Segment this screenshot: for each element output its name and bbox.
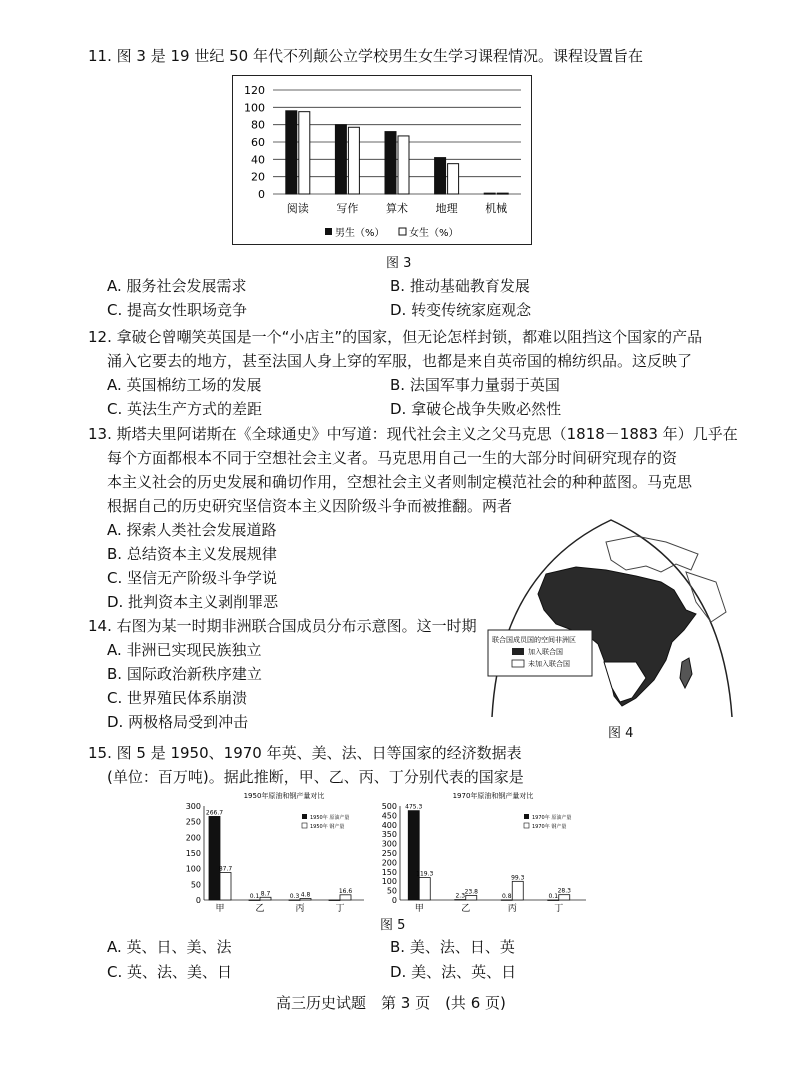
bar-oil — [209, 816, 220, 900]
figure5-chart-1970 — [376, 788, 592, 914]
y-tick-label: 0 — [258, 188, 265, 201]
data-label: 0.1 — [548, 892, 559, 900]
x-tick-label: 算术 — [386, 202, 408, 215]
bar-oil — [501, 900, 512, 901]
q13-option-c[interactable]: C. 坚信无产阶级斗争学说 — [107, 569, 278, 587]
q13-option-d[interactable]: D. 批判资本主义剥削罪恶 — [107, 593, 279, 611]
q14-option-a[interactable]: A. 非洲已实现民族独立 — [107, 641, 262, 659]
y-tick-label: 50 — [386, 886, 397, 896]
q13-line-3: 本主义社会的历史发展和确切作用，空想社会主义者则制定模范社会的种种蓝图。马克思 — [107, 473, 693, 491]
legend-swatch-steel — [302, 823, 307, 828]
q14-option-c[interactable]: C. 世界殖民体系崩溃 — [107, 689, 248, 707]
figure5-chart-1950 — [180, 788, 370, 914]
y-tick-label: 120 — [244, 84, 265, 97]
q14-option-d[interactable]: D. 两极格局受到冲击 — [107, 713, 249, 731]
x-tick-label: 乙 — [255, 904, 265, 914]
y-tick-label: 0 — [195, 896, 201, 905]
q14-stem: 14. 右图为某一时期非洲联合国成员分布示意图。这一时期 — [88, 617, 477, 635]
x-tick-label: 乙 — [461, 904, 471, 914]
bar-oil — [455, 900, 466, 901]
q11-option-c[interactable]: C. 提高女性职场竞争 — [107, 301, 248, 319]
x-tick-label: 丁 — [335, 904, 345, 914]
bar-steel — [559, 895, 570, 900]
y-tick-label: 350 — [381, 830, 397, 840]
chart-title: 1970年原油和钢产量对比 — [452, 792, 534, 800]
legend-oil: 1950年 原油产量 — [310, 815, 350, 821]
q13-option-a[interactable]: A. 探索人类社会发展道路 — [107, 521, 277, 539]
map-legend-not-joined: 未加入联合国 — [528, 660, 570, 668]
y-tick-label: 250 — [381, 849, 397, 858]
bar-oil — [408, 811, 419, 900]
bar-female — [497, 193, 508, 194]
q15-option-c[interactable]: C. 英、法、美、日 — [107, 963, 233, 981]
figure4-caption: 图 4 — [608, 726, 634, 741]
bar-steel — [419, 878, 430, 900]
q12-line-2: 涌入它要去的地方，甚至法国人身上穿的军服，也都是来自英帝国的棉纺织品。这反映了 — [107, 352, 693, 370]
legend-swatch-oil — [302, 814, 307, 819]
legend-swatch-not-joined — [512, 660, 524, 667]
legend-swatch-steel — [524, 823, 529, 828]
legend-male: 男生（%） — [335, 228, 385, 239]
x-tick-label: 甲 — [414, 904, 424, 914]
legend-swatch-male — [325, 228, 332, 235]
bar-steel — [300, 898, 311, 900]
y-tick-label: 400 — [381, 820, 397, 830]
bar-female — [299, 112, 310, 194]
y-tick-label: 80 — [251, 118, 265, 132]
bar-female — [448, 164, 459, 194]
data-label: 0.8 — [501, 892, 512, 900]
q15-option-b[interactable]: B. 美、法、日、英 — [390, 938, 515, 956]
y-tick-label: 200 — [185, 833, 201, 843]
x-tick-label: 甲 — [215, 904, 225, 914]
data-label: 475.3 — [405, 803, 423, 811]
bar-oil — [548, 900, 559, 901]
chart-title: 1950年原油和钢产量对比 — [243, 792, 325, 800]
bar-steel — [260, 897, 271, 900]
legend-female: 女生（%） — [409, 228, 459, 239]
bar-male — [385, 132, 396, 194]
bar-male — [286, 111, 297, 194]
bar-steel — [340, 895, 351, 900]
data-label: 119.3 — [416, 870, 434, 878]
q12-line-1: 12. 拿破仑曾嘲笑英国是一个“小店主”的国家，但无论怎样封锁，都难以阻挡这个国家的产品 — [88, 328, 703, 346]
bar-male — [335, 125, 346, 194]
data-label: 99.3 — [511, 874, 525, 882]
legend-swatch-oil — [524, 814, 529, 819]
y-tick-label: 450 — [381, 811, 397, 821]
x-tick-label: 丙 — [507, 904, 517, 914]
bar-steel — [466, 896, 477, 900]
q11-option-a[interactable]: A. 服务社会发展需求 — [107, 277, 247, 295]
x-tick-label: 地理 — [435, 202, 458, 215]
q12-option-b[interactable]: B. 法国军事力量弱于英国 — [390, 376, 560, 394]
x-tick-label: 写作 — [336, 202, 359, 215]
q14-option-b[interactable]: B. 国际政治新秩序建立 — [107, 665, 262, 683]
bar-steel — [220, 873, 231, 900]
q12-option-d[interactable]: D. 拿破仑战争失败必然性 — [390, 400, 562, 418]
y-tick-label: 300 — [185, 802, 201, 811]
data-label: 266.7 — [205, 809, 224, 817]
q12-option-c[interactable]: C. 英法生产方式的差距 — [107, 400, 263, 418]
y-tick-label: 100 — [244, 101, 265, 115]
y-tick-label: 0 — [391, 896, 397, 905]
q11-option-b[interactable]: B. 推动基础教育发展 — [390, 277, 530, 295]
q15-option-d[interactable]: D. 美、法、英、日 — [390, 963, 517, 981]
madagascar-shape — [680, 658, 692, 688]
y-tick-label: 250 — [185, 817, 201, 827]
legend-oil: 1970年 原油产量 — [532, 815, 572, 821]
page-footer: 高三历史试题 第 3 页 (共 6 页) — [276, 994, 506, 1012]
data-label: 16.6 — [338, 887, 353, 895]
figure5-caption: 图 5 — [380, 918, 406, 933]
q15-option-a[interactable]: A. 英、日、美、法 — [107, 938, 232, 956]
x-tick-label: 丁 — [554, 904, 564, 914]
figure3-chart — [233, 76, 531, 244]
bar-oil — [289, 900, 300, 901]
y-tick-label: 60 — [251, 136, 265, 149]
y-tick-label: 20 — [251, 170, 265, 184]
figure3-caption: 图 3 — [386, 256, 412, 271]
bar-male — [484, 193, 495, 194]
legend-swatch-joined — [512, 648, 524, 655]
data-label: 0.3 — [289, 892, 300, 900]
bar-oil — [329, 900, 340, 901]
data-label: 23.8 — [464, 888, 478, 896]
data-label: 2.3 — [455, 892, 466, 900]
q15-line-2: (单位：百万吨)。据此推断，甲、乙、丙、丁分别代表的国家是 — [107, 768, 524, 786]
legend-swatch-female — [399, 228, 406, 235]
y-tick-label: 40 — [251, 153, 265, 167]
map-legend-joined: 加入联合国 — [528, 648, 563, 656]
x-tick-label: 阅读 — [286, 202, 309, 215]
bar-steel — [512, 881, 523, 900]
y-tick-label: 300 — [381, 839, 397, 849]
africa-not-joined-region — [604, 662, 646, 702]
q13-line-4: 根据自己的历史研究坚信资本主义因阶级斗争而被推翻。两者 — [107, 497, 513, 515]
q13-option-b[interactable]: B. 总结资本主义发展规律 — [107, 545, 277, 563]
legend-steel: 1970年 钢产量 — [532, 824, 567, 830]
q12-option-a[interactable]: A. 英国棉纺工场的发展 — [107, 376, 262, 394]
q15-line-1: 15. 图 5 是 1950、1970 年英、美、法、日等国家的经济数据表 — [88, 744, 522, 762]
europe-outline — [606, 536, 698, 572]
y-tick-label: 150 — [381, 867, 397, 877]
bar-female — [398, 136, 409, 194]
bar-oil — [249, 900, 260, 901]
x-tick-label: 丙 — [295, 904, 305, 914]
data-label: 4.8 — [300, 891, 311, 899]
data-label: 8.7 — [260, 890, 271, 898]
x-tick-label: 机械 — [485, 202, 508, 215]
y-tick-label: 50 — [190, 880, 201, 890]
figure3-frame — [232, 75, 532, 245]
q13-line-1: 13. 斯塔夫里阿诺斯在《全球通史》中写道：现代社会主义之父马克思（1818－1883 年）几乎在 — [88, 425, 738, 443]
y-tick-label: 500 — [381, 802, 397, 811]
bar-female — [348, 127, 359, 194]
y-tick-label: 150 — [185, 849, 201, 858]
map-legend-title: 联合国成员国的空间非洲区 — [492, 636, 576, 644]
figure4-map — [486, 512, 736, 724]
y-tick-label: 100 — [381, 877, 397, 887]
bar-male — [435, 158, 446, 194]
data-label: 28.3 — [557, 887, 571, 895]
legend-steel: 1950年 钢产量 — [310, 824, 345, 830]
y-tick-label: 100 — [185, 864, 201, 874]
y-tick-label: 200 — [381, 858, 397, 868]
q11-option-d[interactable]: D. 转变传统家庭观念 — [390, 301, 532, 319]
q13-line-2: 每个方面都根本不同于空想社会主义者。马克思用自己一生的大部分时间研究现存的资 — [107, 449, 678, 467]
q11-stem: 11. 图 3 是 19 世纪 50 年代不列颠公立学校男生女生学习课程情况。课程设置旨在 — [88, 47, 643, 65]
data-label: 0.1 — [249, 892, 260, 900]
data-label: 87.7 — [218, 865, 233, 873]
